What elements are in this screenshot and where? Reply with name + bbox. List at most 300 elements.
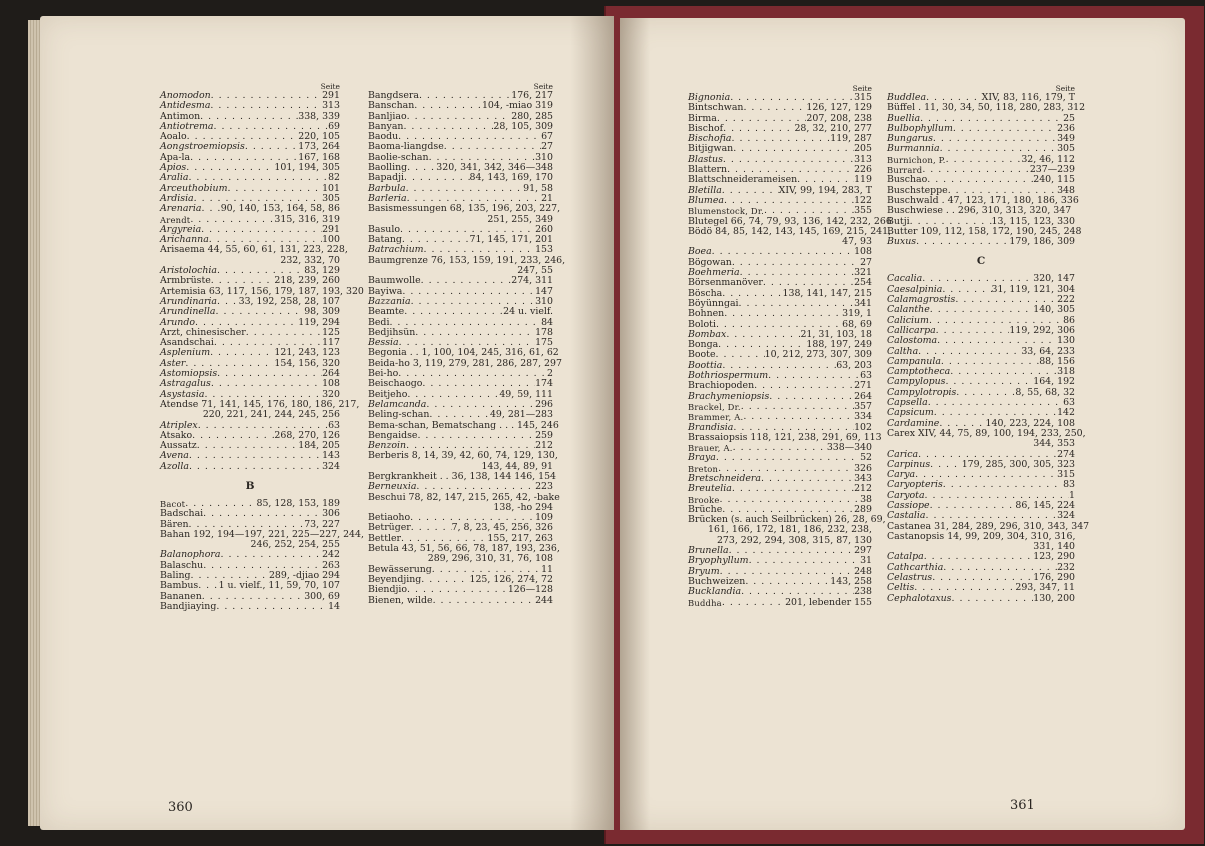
entry-term: Brauer, A.	[688, 443, 733, 454]
entry-pages: 179, 285, 300, 305, 323	[961, 458, 1075, 470]
entry-pages: XIV, 83, 116, 179, T	[981, 92, 1075, 103]
entry-term: Buxus	[887, 236, 917, 248]
entry-term: Capsicum	[887, 407, 934, 419]
entry-term: Campylotropis	[887, 386, 957, 398]
entry-pages: 138, 141, 147, 215	[782, 287, 872, 299]
entry-pages: 33, 192, 258, 28, 107	[238, 295, 340, 307]
leader-dots	[722, 598, 785, 608]
index-entry	[887, 460, 1075, 470]
entry-pages: 355	[854, 205, 872, 217]
entry-term: Baumgrenze 76, 153, 159, 191, 233, 246,	[368, 254, 566, 266]
entry-pages: 130, 200	[1033, 592, 1075, 604]
entry-pages: 32, 46, 112	[1021, 153, 1075, 165]
leader-dots	[403, 122, 493, 132]
entry-term: Boloti	[688, 318, 716, 330]
leader-dots	[716, 350, 765, 360]
leader-dots	[411, 523, 452, 533]
entry-term: Blastus	[688, 153, 723, 165]
entry-term: Beling-schan	[368, 409, 430, 421]
entry-term: Bessia	[368, 337, 399, 349]
leader-dots	[946, 155, 1022, 165]
entry-pages: 2	[547, 368, 553, 380]
leader-dots	[741, 402, 854, 412]
entry-pages: 240, 115	[1033, 174, 1075, 186]
entry-pages: 264	[322, 368, 340, 380]
leader-dots	[731, 134, 830, 144]
seite-header: Seite	[320, 82, 340, 91]
entry-continuation: 143, 44, 89, 91	[481, 460, 553, 472]
entry-pages: 324	[322, 460, 340, 472]
entry-pages: 207, 208, 238	[806, 112, 872, 124]
entry-pages: 84, 143, 169, 170	[469, 172, 553, 184]
entry-pages: 7, 8, 23, 45, 256, 326	[451, 522, 553, 534]
entry-pages: 101, 194, 305	[274, 162, 340, 174]
entry-pages: 320, 341, 342, 346—348	[436, 162, 553, 174]
leader-dots	[937, 336, 1057, 346]
entry-pages: 280, 285	[511, 110, 553, 122]
leader-dots	[726, 330, 800, 340]
entry-pages: 188, 197, 249	[806, 339, 872, 351]
entry-pages: 326	[854, 462, 872, 474]
entry-term: Bergkrankheit . . 36, 138, 144 146, 154	[368, 470, 557, 482]
entry-term: Cacalia	[887, 273, 923, 285]
leader-dots	[217, 297, 239, 307]
entry-pages: 174	[535, 378, 553, 390]
entry-term: Carex XIV, 44, 75, 89, 100, 194, 233, 250,	[887, 427, 1086, 439]
entry-pages: 289, -djiao 294	[268, 570, 340, 582]
entry-pages: 49, 59, 111	[499, 388, 553, 400]
entry-term: Bedjihsün	[368, 326, 416, 338]
index-entry	[688, 392, 872, 402]
entry-continuation: 331, 140	[1033, 541, 1075, 553]
entry-pages: 108	[322, 378, 340, 390]
entry-pages: 305	[1057, 143, 1075, 155]
entry-pages: 184, 205	[298, 440, 340, 452]
entry-term: Baolie-schan	[368, 151, 429, 163]
leader-dots	[719, 495, 860, 505]
entry-term: Apios	[160, 162, 187, 174]
entry-pages: 260	[535, 223, 553, 235]
leader-dots	[407, 585, 508, 595]
entry-term: Bryophyllum	[688, 555, 749, 567]
leader-dots	[202, 204, 221, 214]
entry-pages: 264	[854, 390, 872, 402]
entry-pages: 324	[1057, 510, 1075, 522]
entry-continuation: 232, 332, 70	[280, 254, 340, 266]
entry-pages: 310	[535, 295, 553, 307]
entry-pages: 143	[322, 450, 340, 462]
entry-pages: 85, 128, 153, 189	[256, 497, 340, 509]
leader-dots	[407, 163, 436, 173]
entry-pages: 341	[854, 297, 872, 309]
entry-term: Arichanna	[160, 234, 209, 246]
entry-pages: 236	[1057, 122, 1075, 134]
entry-pages: 306	[322, 508, 340, 520]
entry-continuation: 161, 166, 172, 181, 186, 232, 238,	[708, 524, 872, 536]
entry-term: Bienen, wilde	[368, 594, 433, 606]
entry-term: Castanopsis 14, 99, 209, 304, 310, 316,	[887, 530, 1076, 542]
entry-term: Cathcarthia	[887, 561, 944, 573]
leader-dots	[200, 112, 298, 122]
entry-term: Cassiope	[887, 499, 930, 511]
seite-header: Seite	[533, 82, 553, 91]
entry-term: Bacot	[160, 498, 186, 509]
leader-dots	[741, 587, 854, 597]
entry-term: Arundinaria	[160, 295, 218, 307]
entry-pages: 232	[1057, 561, 1075, 573]
entry-pages: 10, 212, 273, 307, 309	[764, 349, 872, 361]
entry-pages: 83	[1063, 479, 1075, 491]
entry-term: Bryum	[688, 565, 720, 577]
leader-dots	[414, 101, 482, 111]
entry-pages: 297	[854, 545, 872, 557]
index-entry	[368, 410, 553, 420]
entry-term: Burmannia	[887, 143, 940, 155]
entry-term: Baoma-liangdse	[368, 141, 444, 153]
entry-pages: 259	[535, 429, 553, 441]
entry-term: Blattschneideramеisen	[688, 174, 798, 186]
page-number-right: 361	[1010, 798, 1035, 813]
entry-pages: 121, 243, 123	[274, 347, 340, 359]
page-number-left: 360	[168, 800, 193, 815]
entry-pages: 126—128	[507, 584, 553, 596]
entry-term: Ardisia	[160, 192, 194, 204]
leader-dots	[192, 431, 274, 441]
entry-pages: 119, 287	[830, 133, 872, 145]
leader-dots	[916, 237, 1009, 247]
entry-term: Breton	[688, 463, 719, 474]
entry-term: Basulo	[368, 223, 400, 235]
entry-term: Avena	[160, 450, 189, 462]
entry-term: Börsenmanöver	[688, 277, 763, 289]
leader-dots	[216, 307, 305, 317]
entry-term: Bedi	[368, 316, 390, 328]
leader-dots	[201, 225, 322, 235]
leader-dots	[733, 443, 827, 453]
entry-pages: 238	[854, 586, 872, 598]
entry-term: Bischof	[688, 122, 724, 134]
entry-pages: 119, 292, 306	[1009, 324, 1075, 336]
entry-term: Arisaema 44, 55, 60, 61, 131, 223, 228,	[160, 244, 348, 256]
entry-term: Biendjio	[368, 584, 408, 596]
entry-pages: 119	[854, 174, 872, 186]
seite-header: Seite	[1055, 84, 1075, 93]
entry-term: Aoalo	[160, 131, 187, 143]
leader-dots	[722, 186, 779, 196]
entry-pages: 108	[854, 246, 872, 258]
leader-dots	[749, 556, 860, 566]
leader-dots	[190, 215, 274, 225]
entry-term: Arundinella	[160, 306, 216, 318]
entry-term: Cephalotaxus	[887, 592, 952, 604]
entry-pages: 315	[854, 92, 872, 103]
entry-pages: 154, 156, 320	[274, 357, 340, 369]
entry-pages: 1 u. vielf., 11, 59, 70, 107	[218, 580, 340, 592]
entry-pages: 315	[1057, 469, 1075, 481]
leader-dots	[216, 602, 328, 612]
index-entry	[887, 594, 1075, 604]
entry-term: Böscha	[688, 287, 723, 299]
entry-term: Buddha	[688, 597, 722, 608]
entry-term: Brammer, A.	[688, 412, 744, 423]
letter-heading: B	[245, 479, 255, 492]
index-entry	[688, 587, 872, 597]
entry-term: Campylopus	[887, 376, 946, 388]
entry-pages: 178	[535, 326, 553, 338]
entry-term: Brüche	[688, 503, 723, 515]
entry-pages: 104, -miao 319	[481, 100, 553, 112]
entry-pages: 313	[322, 100, 340, 112]
index-entry	[887, 237, 1075, 247]
gutter-shadow-left	[570, 16, 614, 830]
entry-term: Buschsteppe	[887, 184, 948, 196]
entry-term: Catalpa	[887, 551, 924, 563]
entry-term: Cardamine	[887, 417, 940, 429]
entry-pages: 175	[535, 337, 553, 349]
entry-pages: 320, 147	[1033, 273, 1075, 285]
entry-term: Aongstroemiopsis	[160, 141, 245, 153]
entry-pages: 98, 309	[304, 306, 340, 318]
entry-term: Buellia	[887, 112, 921, 124]
leader-dots	[933, 134, 1057, 144]
leader-dots	[930, 460, 962, 470]
leader-dots	[941, 357, 1039, 367]
entry-pages: 343	[854, 472, 872, 484]
entry-term: Bambus	[160, 580, 199, 592]
entry-pages: 14	[328, 600, 340, 612]
entry-term: Anomodon	[160, 90, 211, 101]
entry-pages: 63, 203	[836, 359, 872, 371]
entry-pages: 91, 58	[523, 182, 553, 194]
entry-term: Bothriospermum	[688, 370, 769, 382]
entry-pages: 349	[1057, 133, 1075, 145]
leader-dots	[922, 165, 1030, 175]
leader-dots	[733, 144, 854, 154]
entry-pages: 140, 223, 224, 108	[985, 417, 1075, 429]
entry-term: Bangdsera	[368, 90, 419, 101]
entry-term: Castanea 31, 284, 289, 296, 310, 343, 347	[887, 520, 1090, 532]
entry-term: Bandjiaying	[160, 600, 217, 612]
leader-dots	[417, 431, 535, 441]
entry-term: Bintschwan	[688, 102, 744, 114]
leader-dots	[952, 594, 1034, 604]
leader-dots	[227, 184, 322, 194]
entry-pages: 296	[535, 398, 553, 410]
leader-dots	[211, 379, 322, 389]
leader-dots	[189, 451, 322, 461]
leader-dots	[743, 103, 806, 113]
entry-pages: 155, 217, 263	[487, 532, 553, 544]
entry-term: Arendt	[160, 214, 191, 225]
entry-term: Caryopteris	[887, 479, 943, 491]
entry-pages: 242	[322, 549, 340, 561]
entry-continuation: 273, 292, 294, 308, 315, 87, 130	[716, 534, 872, 546]
entry-term: Capsella	[887, 397, 928, 409]
entry-pages: 218, 239, 260	[274, 275, 340, 287]
entry-term: Barleria	[368, 192, 407, 204]
entry-pages: 69	[328, 120, 340, 132]
entry-pages: 167, 168	[298, 151, 340, 163]
entry-pages: 101	[322, 182, 340, 194]
entry-pages: 237—239	[1029, 164, 1075, 176]
entry-term: Arzt, chinesischer	[160, 326, 246, 338]
entry-pages: 143, 258	[830, 575, 872, 587]
entry-term: Bei-ho	[368, 368, 399, 380]
index-entry	[368, 307, 553, 317]
entry-term: Arundo	[160, 316, 195, 328]
entry-term: Aristolochia	[160, 265, 217, 277]
entry-term: Barbula	[368, 182, 406, 194]
leader-dots	[936, 326, 1010, 336]
entry-pages: 67	[541, 131, 553, 143]
entry-pages: 291	[322, 223, 340, 235]
entry-term: Bengaidse	[368, 429, 418, 441]
leader-dots	[245, 142, 298, 152]
entry-term: Caltha	[887, 345, 919, 357]
entry-term: Bema-schan, Bematschang . . . 145, 246	[368, 419, 559, 431]
entry-term: Büffel . 11, 30, 34, 50, 118, 280, 283, 312	[887, 102, 1086, 114]
entry-term: Callicarpa	[887, 324, 936, 336]
entry-continuation: 344, 353	[1033, 438, 1075, 450]
entry-pages: 291	[322, 90, 340, 101]
entry-term: Armbrüste	[160, 275, 211, 287]
leader-dots	[415, 328, 535, 338]
entry-continuation: 247, 55	[517, 265, 553, 277]
entry-term: Buddlea	[887, 92, 927, 103]
index-entry	[160, 307, 340, 317]
entry-pages: 28, 105, 309	[493, 120, 553, 132]
entry-pages: 119, 294	[298, 316, 340, 328]
entry-pages: 27	[860, 256, 872, 268]
entry-term: Castalia	[887, 510, 926, 522]
entry-pages: 313	[854, 153, 872, 165]
entry-pages: 13, 115, 123, 330	[991, 215, 1075, 227]
leader-dots	[444, 142, 541, 152]
entry-term: Bohnen	[688, 308, 725, 320]
entry-pages: 153	[535, 244, 553, 256]
entry-pages: 63	[328, 419, 340, 431]
entry-term: Beischaogo	[368, 378, 423, 390]
entry-term: Brücken (s. auch Seilbrücken) 26, 28, 69,	[688, 514, 886, 526]
entry-term: Beyendjing	[368, 573, 422, 585]
index-entry	[160, 602, 340, 612]
entry-term: Boehmeria	[688, 267, 740, 279]
entry-pages: 68, 69	[842, 318, 872, 330]
leader-dots	[197, 441, 299, 451]
entry-term: Bödö 84, 85, 142, 143, 145, 169, 215, 241,	[688, 225, 892, 237]
entry-pages: 31	[860, 555, 872, 567]
index-entry	[688, 196, 872, 206]
entry-term: Bulbophyllum	[887, 122, 953, 134]
entry-term: Breutelia	[688, 483, 732, 495]
leader-dots	[717, 114, 807, 124]
entry-pages: 271	[854, 380, 872, 392]
entry-pages: 173, 264	[298, 141, 340, 153]
entry-term: Carpinus	[887, 458, 931, 470]
entry-term: Blumea	[688, 194, 724, 206]
entry-term: Bettler	[368, 532, 402, 544]
entry-pages: 86, 145, 224	[1015, 499, 1075, 511]
entry-pages: 82	[328, 172, 340, 184]
entry-term: Benzoin	[368, 440, 407, 452]
entry-term: Begonia . . 1, 100, 104, 245, 316, 61, 62	[368, 347, 559, 359]
leader-dots	[716, 453, 860, 463]
entry-pages: 305	[322, 192, 340, 204]
entry-pages: 125	[322, 326, 340, 338]
entry-pages: 226	[854, 164, 872, 176]
entry-pages: 348	[1057, 184, 1075, 196]
entry-term: Beamte	[368, 306, 405, 318]
entry-pages: 21	[541, 192, 553, 204]
entry-term: Astomiopsis	[160, 368, 218, 380]
entry-term: Argyreia	[160, 223, 202, 235]
leader-dots	[769, 392, 854, 402]
entry-term: Beida-ho 3, 119, 279, 281, 286, 287, 297	[368, 357, 562, 369]
entry-term: Braya	[688, 452, 716, 464]
entry-term: Calanthe	[887, 304, 930, 316]
entry-term: Blutegel 66, 74, 79, 93, 136, 142, 232, 266	[688, 215, 892, 227]
entry-term: Aster	[160, 357, 186, 369]
entry-term: Berneuxia	[368, 481, 417, 493]
entry-term: Brooke	[688, 494, 720, 505]
entry-pages: 338, 339	[298, 110, 340, 122]
entry-term: Badschai	[160, 508, 204, 520]
entry-term: Caesalpinia	[887, 283, 943, 295]
entry-continuation: 138, -ho 294	[493, 501, 553, 513]
entry-term: Carya	[887, 469, 916, 481]
entry-term: Balanophora	[160, 549, 221, 561]
index-entry	[688, 598, 872, 608]
entry-term: Bucklandia	[688, 586, 742, 598]
leader-dots	[723, 155, 854, 165]
entry-term: Boottia	[688, 359, 723, 371]
entry-pages: 24 u. vielf.	[503, 306, 553, 318]
leader-dots	[217, 369, 322, 379]
entry-term: Brassaiopsis 118, 121, 238, 291, 69, 113	[688, 431, 882, 443]
leader-dots	[712, 247, 854, 257]
entry-pages: 274, 311	[511, 275, 553, 287]
leader-dots	[186, 163, 274, 173]
leader-dots	[433, 596, 536, 606]
entry-term: Antidesma	[160, 100, 211, 112]
entry-term: Celastrus	[887, 572, 933, 584]
entry-term: Bletilla	[688, 184, 722, 196]
entry-term: Atendse 71, 141, 145, 176, 180, 186, 217,	[160, 398, 360, 410]
entry-pages: 63	[860, 370, 872, 382]
leader-dots	[953, 124, 1057, 134]
leader-dots	[723, 124, 794, 134]
entry-term: Balaschu	[160, 559, 204, 571]
entry-pages: 86	[1063, 314, 1075, 326]
entry-term: Batang	[368, 234, 402, 246]
entry-pages: XIV, 99, 194, 283, T	[778, 184, 872, 196]
entry-term: Celtis	[887, 582, 915, 594]
entry-pages: 321	[854, 267, 872, 279]
entry-pages: 201, lebender 155	[785, 596, 872, 608]
entry-pages: 90, 140, 153, 164, 58, 86	[220, 203, 340, 215]
entry-pages: 71, 145, 171, 201	[469, 234, 553, 246]
entry-term: Blumenstock, Dr.	[688, 206, 764, 217]
entry-pages: 318	[1057, 366, 1075, 378]
index-entry	[368, 585, 553, 595]
entry-pages: 11	[541, 563, 553, 575]
entry-term: Carica	[887, 448, 919, 460]
entry-term: Bayiwa	[368, 285, 403, 297]
entry-term: Birma	[688, 112, 717, 124]
entry-term: Campanula	[887, 355, 941, 367]
entry-continuation: 289, 296, 310, 31, 76, 108	[427, 553, 553, 565]
entry-pages: 21, 31, 103, 18	[800, 328, 872, 340]
